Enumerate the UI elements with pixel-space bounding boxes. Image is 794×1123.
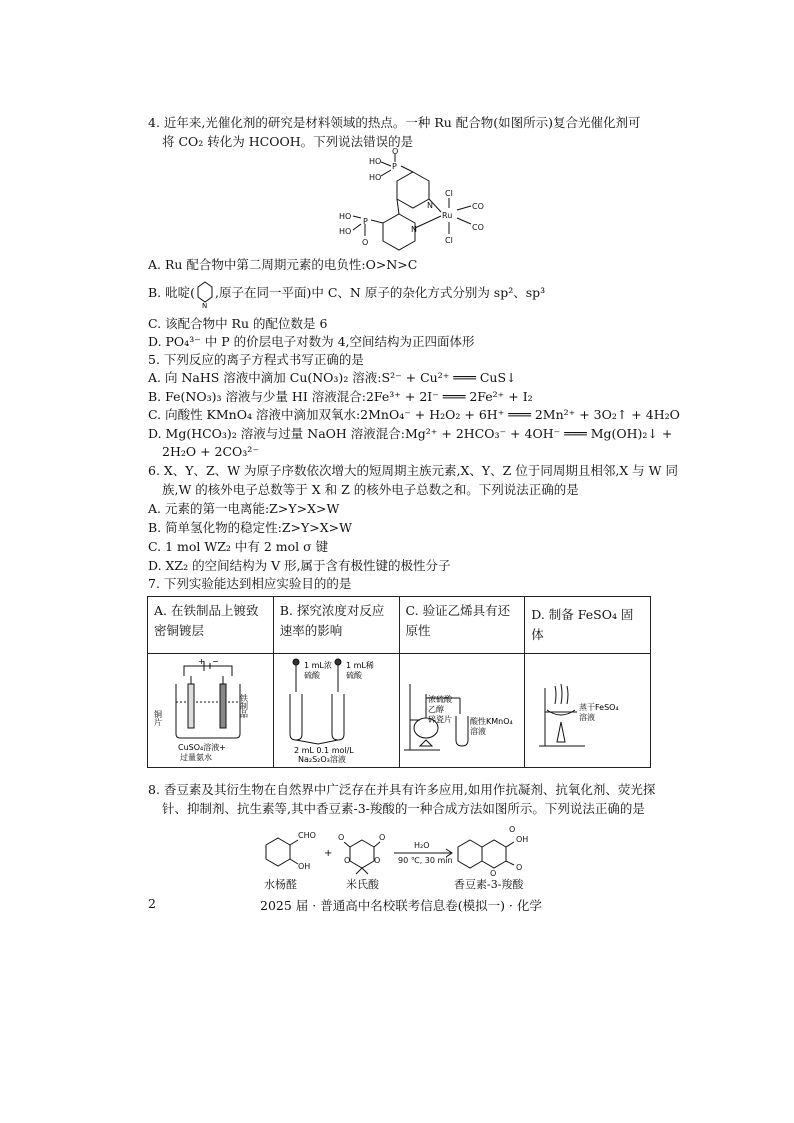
label-b-bottom2: Na₂S₂O₃溶液 [297, 755, 346, 764]
atom-label: O [509, 825, 516, 834]
struct-label: P [363, 217, 368, 226]
name-salicylaldehyde: 水杨醛 [264, 878, 297, 890]
struct-label: Cl [445, 189, 453, 198]
electroplating-apparatus [148, 654, 272, 764]
svg-text:+: + [198, 657, 205, 666]
q4-option-a: A. Ru 配合物中第二周期元素的电负性:O>N>C [148, 257, 418, 272]
label-c-l3: 碎瓷片 [427, 715, 452, 724]
label-iron: 铁制品 [239, 694, 249, 718]
label-b-right2: 硫酸 [345, 671, 362, 680]
q5-option-b: B. Fe(NO₃)₃ 溶液与少量 HI 溶液混合:2Fe³⁺ + 2I⁻ ═══ 2Fe²⁺ + I₂ [148, 389, 533, 404]
q4-stem-line2: 将 CO₂ 转化为 HCOOH。下列说法错误的是 [162, 134, 414, 149]
label-c-r1: 酸性KMnO₄ [469, 717, 513, 726]
q4-option-b-post: ,原子在同一平面)中 C、N 原子的杂化方式分别为 sp²、sp³ [215, 285, 546, 300]
struct-label: Ru [442, 211, 453, 220]
reagent-top: H₂O [414, 841, 430, 850]
q6-stem-line1: 6. X、Y、Z、W 为原子序数依次增大的短周期主族元素,X、Y、Z 位于同周期且相邻,X 与 W 同 [148, 463, 678, 478]
q5-option-d-line1: D. Mg(HCO₃)₂ 溶液与过量 NaOH 溶液混合:Mg²⁺ + 2HCO₃⁻ + 4OH⁻ ═══ Mg(OH)₂↓ + [148, 426, 673, 441]
label-copper: 铜片 [153, 710, 163, 726]
q8-stem-line2: 针、抑制剂、抗生素等,其中香豆素-3-羧酸的一种合成方法如图所示。下列说法正确的是 [162, 801, 645, 816]
q7-figure-d [525, 654, 651, 768]
q4-stem-line1: 4. 近年来,光催化剂的研究是材料领域的热点。一种 Ru 配合物(如图所示)复合光催化剂可 [148, 115, 641, 130]
q7-figure-a [148, 654, 274, 768]
evaporation-apparatus [525, 654, 649, 764]
label-c-l2: 乙醇 [427, 705, 444, 714]
label-c-r2: 溶液 [469, 727, 486, 736]
pyridine-icon [196, 279, 214, 309]
atom-label: O [374, 856, 381, 865]
atom-label: O [344, 856, 351, 865]
atom-label: OH [516, 835, 529, 844]
q7-figure-c [399, 654, 525, 768]
atom-label: O [490, 869, 497, 878]
svg-text:−: − [212, 657, 219, 666]
atom-label: O [338, 833, 345, 842]
name-meldrum-acid: 米氏酸 [346, 878, 379, 890]
q7-stem: 7. 下列实验能达到相应实验目的的是 [148, 576, 352, 591]
label-b-bottom: 2 mL 0.1 mol/L [293, 746, 354, 755]
q5-stem: 5. 下列反应的离子方程式书写正确的是 [148, 352, 364, 367]
struct-label: O [392, 148, 399, 156]
reagent-bottom: 90 ℃, 30 min [398, 856, 453, 865]
q5-option-c: C. 向酸性 KMnO₄ 溶液中滴加双氧水:2MnO₄⁻ + H₂O₂ + 6H⁺ ═══ 2Mn²⁺ + 3O₂↑ + 4H₂O [148, 407, 680, 422]
struct-label: HO [369, 157, 382, 166]
q6-option-a: A. 元素的第一电离能:Z>Y>X>W [148, 501, 340, 516]
ethylene-test-apparatus [400, 654, 524, 764]
q6-option-b: B. 简单氢化物的稳定性:Z>Y>X>W [148, 520, 352, 535]
q7-figure-b [273, 654, 399, 768]
struct-label: HO [339, 227, 352, 236]
page-number: 2 [148, 896, 156, 911]
atom-label: CHO [298, 831, 316, 840]
q7-header-b: B. 探究浓度对反应速率的影响 [273, 597, 399, 654]
ru-complex-structure [325, 148, 495, 252]
footer-title: 2025 届 · 普通高中名校联考信息卷(模拟一) · 化学 [260, 898, 542, 913]
q8-stem-line1: 8. 香豆素及其衍生物在自然界中广泛存在并具有许多应用,如用作抗凝剂、抗氧化剂、荧光探 [148, 782, 656, 797]
struct-label: HO [369, 173, 382, 182]
coumarin-synthesis-scheme [258, 818, 558, 890]
struct-label: P [392, 162, 397, 171]
struct-label: Cl [445, 236, 453, 245]
q5-option-d-line2: 2H₂O + 2CO₃²⁻ [162, 444, 259, 459]
label-solution2: 过量氨水 [180, 753, 212, 762]
label-solution: CuSO₄溶液+ [178, 743, 226, 752]
q6-option-d: D. XZ₂ 的空间结构为 V 形,属于含有极性键的极性分子 [148, 558, 451, 573]
q5-option-a: A. 向 NaHS 溶液中滴加 Cu(NO₃)₂ 溶液:S²⁻ + Cu²⁺ ═══ CuS↓ [148, 370, 517, 385]
atom-label: OH [298, 862, 311, 871]
name-coumarin-acid: 香豆素-3-羧酸 [454, 878, 524, 890]
label-d-l1: 蒸干FeSO₄ [579, 703, 619, 712]
q7-header-d: D. 制备 FeSO₄ 固体 [525, 597, 651, 654]
struct-label: HO [339, 212, 352, 221]
label-c-l1: 浓硫酸 [427, 695, 452, 704]
q7-header-a: A. 在铁制品上镀致密铜镀层 [148, 597, 274, 654]
struct-label: O [362, 238, 369, 247]
q7-experiment-table [147, 596, 651, 768]
q6-option-c: C. 1 mol WZ₂ 中有 2 mol σ 键 [148, 539, 329, 554]
q6-stem-line2: 族,W 的核外电子总数等于 X 和 Z 的核外电子总数之和。下列说法正确的是 [162, 482, 579, 497]
struct-label: N [427, 201, 433, 210]
atom-label: O [379, 833, 386, 842]
label-d-l2: 溶液 [579, 713, 596, 722]
atom-label: O [516, 863, 523, 872]
q4-option-d: D. PO₄³⁻ 中 P 的价层电子对数为 4,空间结构为正四面体形 [148, 334, 475, 349]
pyridine-n-label: N [202, 301, 208, 309]
q4-option-c: C. 该配合物中 Ru 的配位数是 6 [148, 316, 328, 331]
label-b-right: 1 mL稀 [345, 661, 374, 670]
label-b-left2: 硫酸 [303, 671, 320, 680]
struct-label: N [411, 225, 417, 234]
q4-option-b-pre: B. 吡啶( [148, 285, 196, 300]
plus-sign: + [324, 848, 333, 859]
q4-option-b [148, 284, 546, 309]
label-b-left: 1 mL浓 [303, 661, 332, 670]
struct-label: CO [472, 223, 484, 232]
q7-header-c: C. 验证乙烯具有还原性 [399, 597, 525, 654]
concentration-test-apparatus [274, 654, 398, 764]
struct-label: CO [472, 202, 484, 211]
